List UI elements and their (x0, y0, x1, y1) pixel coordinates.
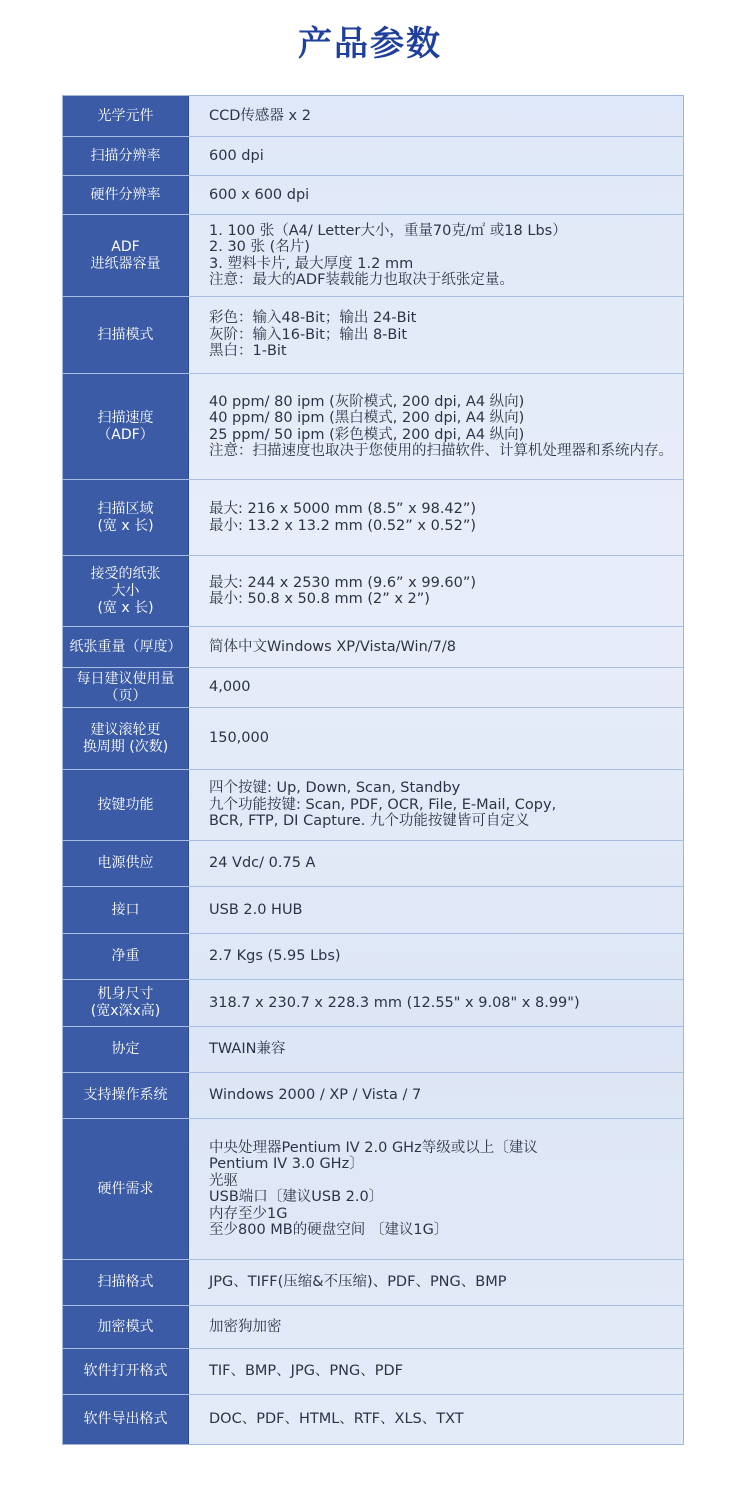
spec-label: 每日建议使用量（页） (63, 668, 189, 707)
spec-value-line: 内存至少1G (209, 1205, 288, 1222)
spec-row (63, 1349, 683, 1395)
spec-value (189, 668, 683, 707)
spec-row (63, 96, 683, 137)
spec-value-line: 简体中文Windows XP/Vista/Win/7/8 (209, 638, 456, 655)
spec-value-line: USB 2.0 HUB (209, 901, 303, 918)
spec-row (63, 1119, 683, 1260)
spec-label: 软件打开格式 (63, 1349, 189, 1394)
spec-value-line: CCD传感器 x 2 (209, 107, 311, 124)
spec-value (189, 841, 683, 886)
spec-row (63, 841, 683, 887)
spec-value-line: 加密狗加密 (209, 1318, 282, 1335)
spec-value-line: 4,000 (209, 679, 251, 696)
spec-value-line: JPG、TIFF(压缩&不压缩)、PDF、PNG、BMP (209, 1274, 507, 1291)
spec-row (63, 708, 683, 770)
spec-label: 扫描分辨率 (63, 137, 189, 175)
spec-value (189, 480, 683, 555)
spec-label: 接受的纸张 大小 (宽 x 长) (63, 556, 189, 626)
spec-value-line: 最大: 244 x 2530 mm (9.6” x 99.60”) (209, 574, 477, 591)
spec-value-line: 至少800 MB的硬盘空间 〔建议1G〕 (209, 1222, 449, 1238)
spec-value-line: 2.7 Kgs (5.95 Lbs) (209, 948, 341, 965)
spec-value-line: 彩色：输入48-Bit；输出 24-Bit (209, 310, 417, 327)
spec-value (189, 1349, 683, 1394)
spec-value (189, 980, 683, 1026)
spec-value-line: 40 ppm/ 80 ipm (灰阶模式, 200 dpi, A4 纵向) (209, 393, 525, 410)
spec-value (189, 137, 683, 175)
spec-value-line: 600 dpi (209, 147, 264, 164)
spec-value (189, 1260, 683, 1305)
spec-value-line: 40 ppm/ 80 ipm (黑白模式, 200 dpi, A4 纵向) (209, 410, 525, 426)
spec-value (189, 556, 683, 626)
spec-label: 软件导出格式 (63, 1395, 189, 1444)
spec-value-line: 2. 30 张 (名片) (209, 239, 310, 255)
spec-table (62, 95, 684, 1445)
spec-value-line: TWAIN兼容 (209, 1041, 286, 1058)
spec-row (63, 215, 683, 297)
spec-row (63, 1306, 683, 1349)
spec-value-line: 24 Vdc/ 0.75 A (209, 855, 316, 872)
spec-value-line: 注意：最大的ADF装载能力也取决于纸张定量。 (209, 272, 514, 288)
spec-value (189, 1395, 683, 1444)
spec-value-line: USB端口〔建议USB 2.0〕 (209, 1189, 384, 1205)
spec-value-line: Pentium IV 3.0 GHz〕 (209, 1156, 364, 1172)
spec-row (63, 176, 683, 215)
spec-value-line: 1. 100 张（A4/ Letter大小，重量70克/㎡ 或18 Lbs） (209, 222, 567, 239)
page-title: 产品参数 (298, 24, 442, 64)
spec-value-line: 3. 塑料卡片, 最大厚度 1.2 mm (209, 255, 414, 272)
spec-row (63, 668, 683, 708)
spec-value (189, 887, 683, 933)
spec-value-line: 最小: 50.8 x 50.8 mm (2” x 2”) (209, 591, 430, 607)
spec-label: 硬件需求 (63, 1119, 189, 1259)
spec-row (63, 480, 683, 556)
spec-label: 加密模式 (63, 1306, 189, 1348)
spec-value (189, 708, 683, 769)
spec-label: 支持操作系统 (63, 1073, 189, 1118)
spec-value-line: BCR, FTP, DI Capture. 九个功能按键皆可自定义 (209, 813, 530, 830)
spec-row (63, 1073, 683, 1119)
spec-row (63, 887, 683, 934)
spec-value-line: 四个按键: Up, Down, Scan, Standby (209, 780, 461, 797)
spec-row (63, 1395, 683, 1444)
spec-value (189, 934, 683, 979)
spec-row (63, 374, 683, 480)
spec-value (189, 1306, 683, 1348)
spec-value-line: 灰阶：输入16-Bit；输出 8-Bit (209, 326, 408, 343)
spec-value (189, 215, 683, 296)
spec-value-line: 150,000 (209, 730, 269, 747)
spec-row (63, 1027, 683, 1073)
spec-label: 建议滚轮更 换周期 (次数) (63, 708, 189, 769)
spec-label: 扫描格式 (63, 1260, 189, 1305)
spec-row (63, 934, 683, 980)
spec-row (63, 627, 683, 668)
spec-label: 扫描速度 （ADF） (63, 374, 189, 479)
spec-value-line: 318.7 x 230.7 x 228.3 mm (12.55" x 9.08" x 8.99") (209, 994, 580, 1011)
spec-value-line: 注意：扫描速度也取决于您使用的扫描软件、计算机处理器和系统内存。 (209, 443, 673, 459)
spec-row (63, 297, 683, 374)
spec-label: 净重 (63, 934, 189, 979)
spec-label: 纸张重量（厚度） (63, 627, 189, 667)
spec-label: 硬件分辨率 (63, 176, 189, 214)
spec-value (189, 1073, 683, 1118)
spec-value-line: 25 ppm/ 50 ipm (彩色模式, 200 dpi, A4 纵向) (209, 426, 525, 443)
spec-value (189, 770, 683, 840)
spec-label: 扫描区域 (宽 x 长) (63, 480, 189, 555)
spec-value-line: 最小: 13.2 x 13.2 mm (0.52” x 0.52”) (209, 517, 477, 534)
spec-value-line: TIF、BMP、JPG、PNG、PDF (209, 1363, 404, 1380)
spec-label: 协定 (63, 1027, 189, 1072)
spec-value (189, 297, 683, 373)
spec-row (63, 980, 683, 1027)
spec-label: 电源供应 (63, 841, 189, 886)
spec-row (63, 137, 683, 176)
spec-row (63, 770, 683, 841)
spec-label: 光学元件 (63, 96, 189, 136)
spec-value-line: 600 x 600 dpi (209, 186, 310, 203)
spec-value-line: 黑白：1-Bit (209, 343, 287, 360)
spec-value-line: DOC、PDF、HTML、RTF、XLS、TXT (209, 1411, 464, 1428)
spec-label: ADF 进纸器容量 (63, 215, 189, 296)
spec-row (63, 1260, 683, 1306)
spec-value (189, 1119, 683, 1259)
spec-value-line: 光驱 (209, 1172, 238, 1189)
spec-value-line: 最大: 216 x 5000 mm (8.5” x 98.42”) (209, 501, 477, 517)
spec-value-line: 中央处理器Pentium IV 2.0 GHz等级或以上〔建议 (209, 1139, 538, 1156)
spec-value-line: 九个功能按键: Scan, PDF, OCR, File, E-Mail, Copy, (209, 796, 557, 813)
spec-label: 接口 (63, 887, 189, 933)
spec-label: 按键功能 (63, 770, 189, 840)
spec-value (189, 96, 683, 136)
spec-value-line: Windows 2000 / XP / Vista / 7 (209, 1087, 422, 1104)
spec-value (189, 627, 683, 667)
spec-label: 扫描模式 (63, 297, 189, 373)
spec-value (189, 176, 683, 214)
spec-row (63, 556, 683, 627)
spec-label: 机身尺寸 (宽x深x高) (63, 980, 189, 1026)
spec-value (189, 374, 683, 479)
spec-value (189, 1027, 683, 1072)
